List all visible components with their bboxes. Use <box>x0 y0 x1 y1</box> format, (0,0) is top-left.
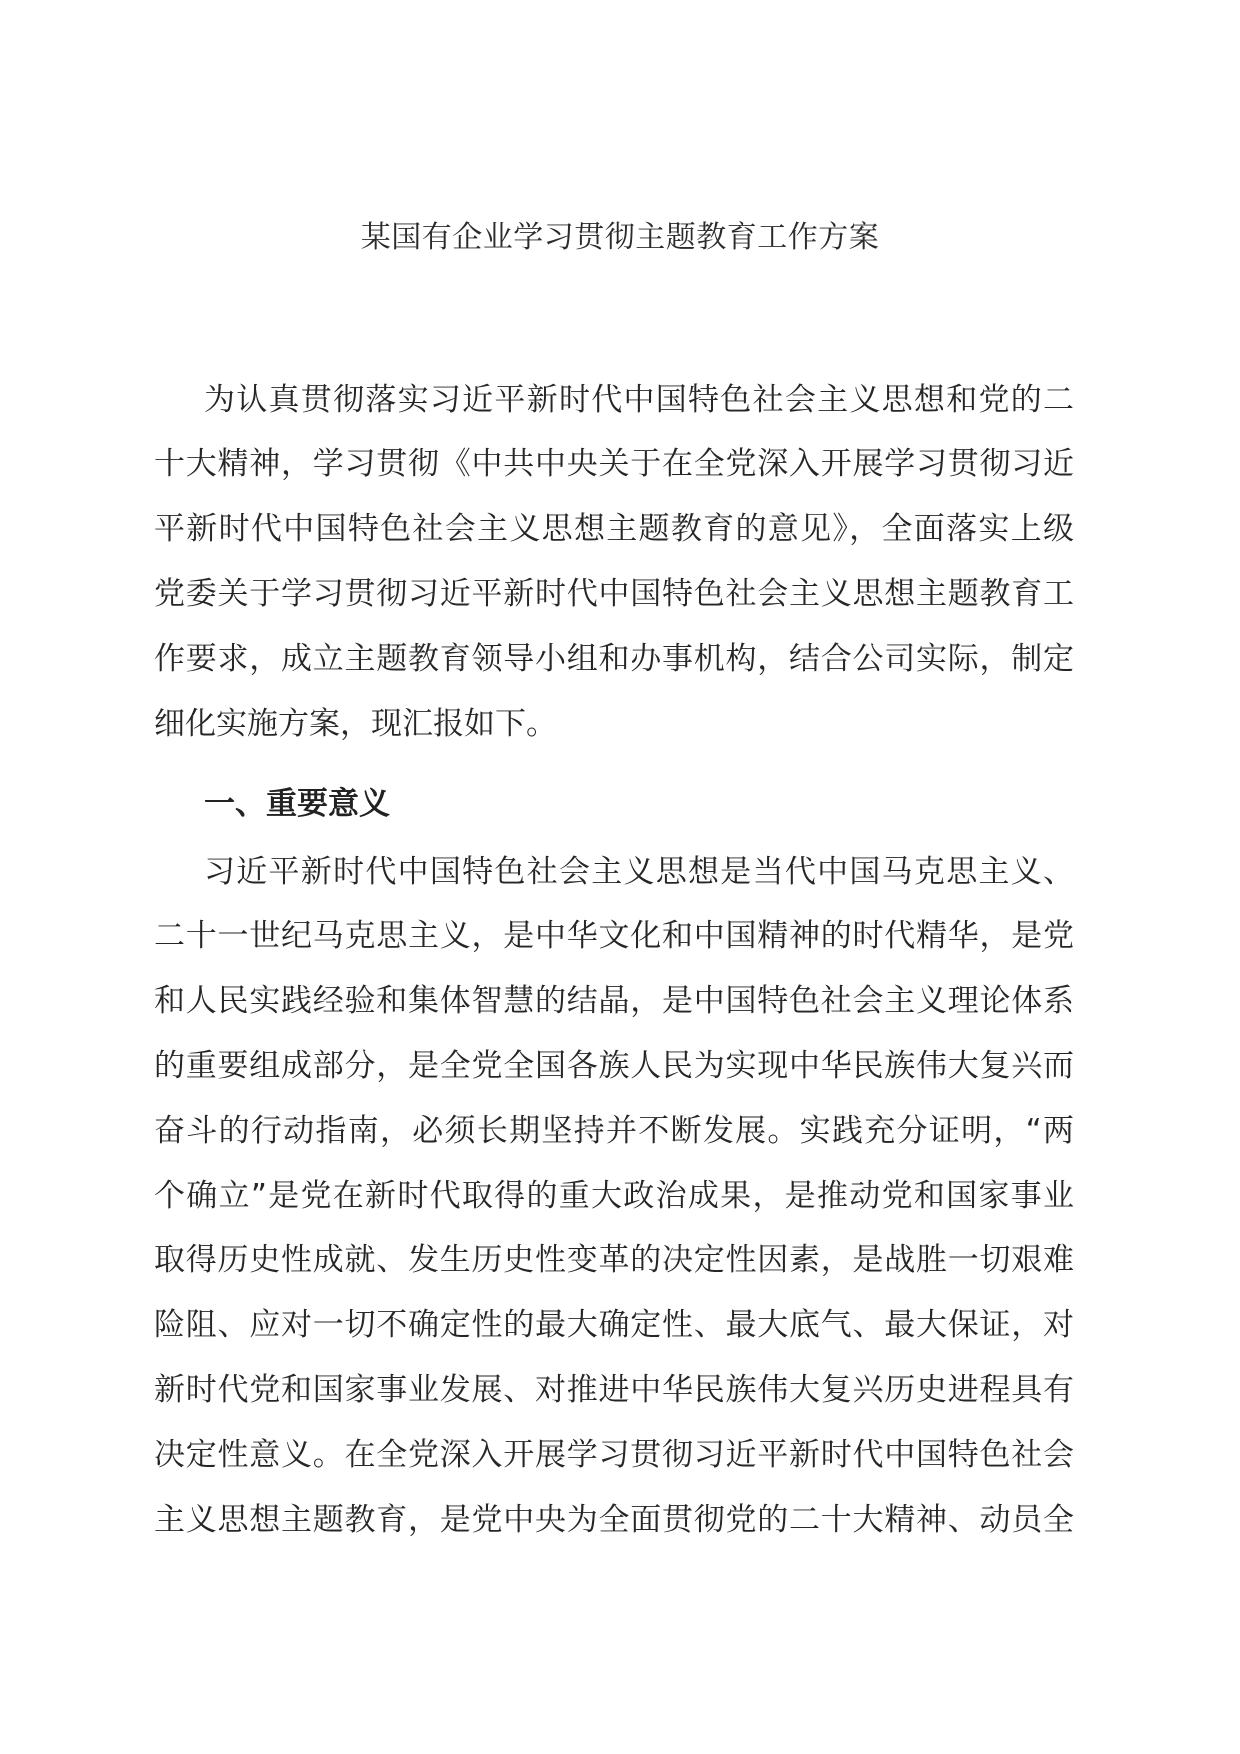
section1-line-6: 个确立”是党在新时代取得的重大政治成果，是推动党和国家事业 <box>154 1178 1074 1214</box>
section1-line-2: 二十一世纪马克思主义，是中华文化和中国精神的时代精华，是党 <box>154 918 1074 954</box>
intro-line-2: 十大精神，学习贯彻《中共中央关于在全党深入开展学习贯彻习近 <box>154 446 1074 482</box>
intro-line-5: 作要求，成立主题教育领导小组和办事机构，结合公司实际，制定 <box>154 641 1074 677</box>
section1-line-7: 取得历史性成就、发生历史性变革的决定性因素，是战胜一切艰难 <box>154 1242 1074 1278</box>
intro-line-6: 细化实施方案，现汇报如下。 <box>154 706 557 742</box>
section1-line-4: 的重要组成部分，是全党全国各族人民为实现中华民族伟大复兴而 <box>154 1048 1074 1084</box>
intro-line-3: 平新时代中国特色社会主义思想主题教育的意见》，全面落实上级 <box>154 511 1074 547</box>
section1-line-8: 险阻、应对一切不确定性的最大确定性、最大底气、最大保证，对 <box>154 1307 1074 1343</box>
section1-line-5: 奋斗的行动指南，必须长期坚持并不断发展。实践充分证明，“两 <box>154 1113 1074 1149</box>
intro-line-4: 党委关于学习贯彻习近平新时代中国特色社会主义思想主题教育工 <box>154 576 1074 612</box>
section1-line-1: 习近平新时代中国特色社会主义思想是当代中国马克思主义、 <box>204 854 1074 890</box>
section1-line-10: 决定性意义。在全党深入开展学习贯彻习近平新时代中国特色社会 <box>154 1437 1074 1473</box>
document-title: 某国有企业学习贯彻主题教育工作方案 <box>360 220 880 255</box>
section-heading-significance: 一、重要意义 <box>204 786 390 822</box>
section1-line-9: 新时代党和国家事业发展、对推进中华民族伟大复兴历史进程具有 <box>154 1372 1074 1408</box>
section1-line-3: 和人民实践经验和集体智慧的结晶，是中国特色社会主义理论体系 <box>154 983 1074 1019</box>
intro-line-1: 为认真贯彻落实习近平新时代中国特色社会主义思想和党的二 <box>204 382 1074 418</box>
section1-line-11: 主义思想主题教育，是党中央为全面贯彻党的二十大精神、动员全 <box>154 1502 1074 1538</box>
